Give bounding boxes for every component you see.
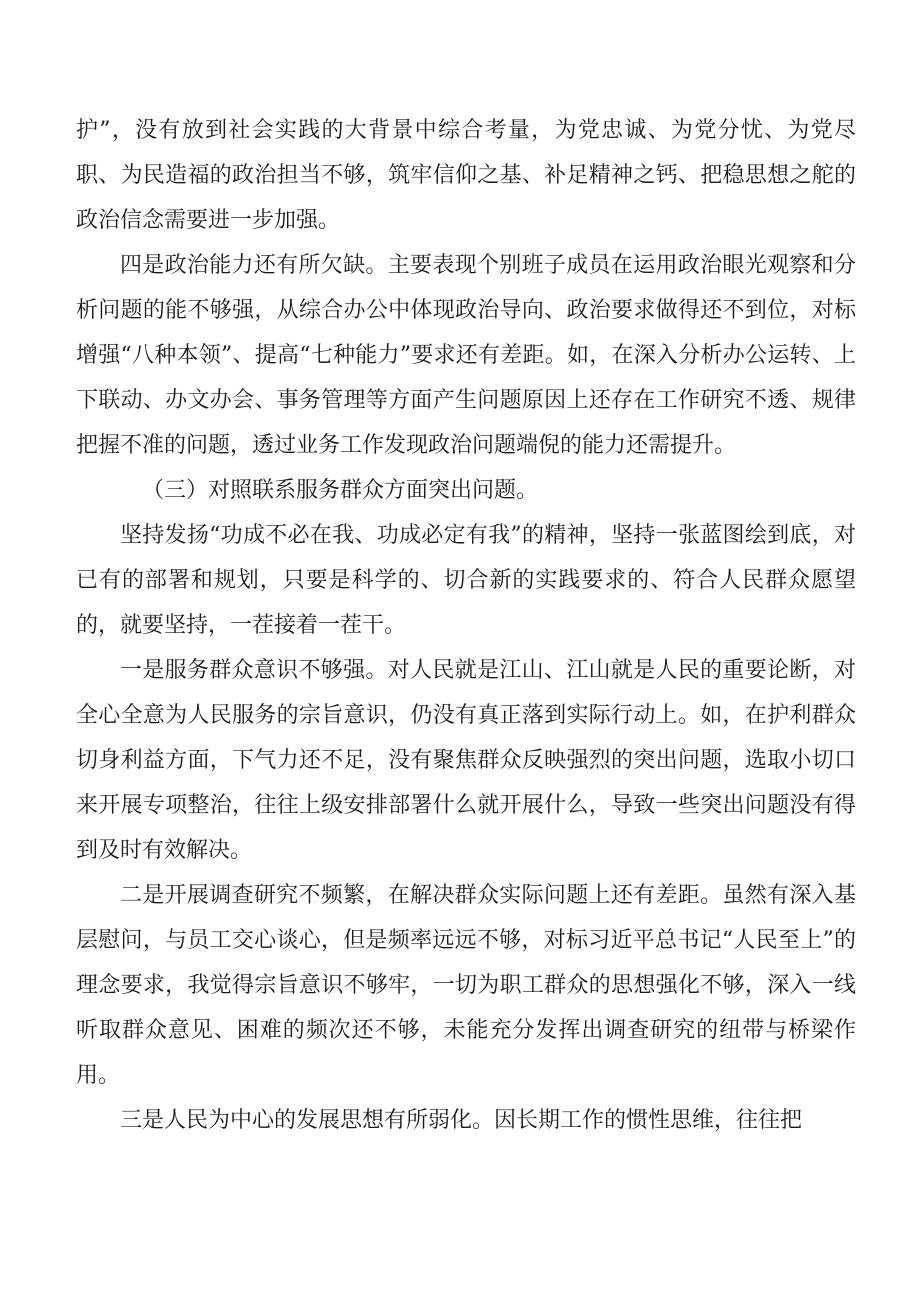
section-heading-serve-masses: （三）对照联系服务群众方面突出问题。 — [142, 478, 539, 503]
paragraph-people-centered: 三是人民为中心的发展思想有所弱化。因长期工作的惯性思维，往往把 — [120, 1108, 803, 1133]
paragraph-service-awareness: 一是服务群众意识不够强。对人民就是江山、江山就是人民的重要论断，对全心全意为人民服务的宗旨意识，仍没有真正落到实际行动上。如，在护利群众切身利益方面，下气力还不足，没有聚焦群众反映强烈的突出问题，选取小切口来开展专项整治，往往上级安排部署什么就开展什么，导致一些突出问题没有得到及时有效解决。 — [76, 658, 856, 863]
document-body — [76, 108, 856, 1143]
paragraph-persist-blueprint: 坚持发扬“功成不必在我、功成必定有我”的精神，坚持一张蓝图绘到底，对已有的部署和规划，只要是科学的、切合新的实践要求的、符合人民群众愿望的，就要坚持，一茬接着一茬干。 — [76, 523, 856, 638]
paragraph-investigation-research: 二是开展调查研究不频繁，在解决群众实际问题上还有差距。虽然有深入基层慰问，与员工交心谈心，但是频率远远不够，对标习近平总书记“人民至上”的理念要求，我觉得宗旨意识不够牢，一切为职工群众的思想强化不够，深入一线听取群众意见、困难的频次还不够，未能充分发挥出调查研究的纽带与桥梁作用。 — [76, 883, 856, 1088]
paragraph-political-ability: 四是政治能力还有所欠缺。主要表现个别班子成员在运用政治眼光观察和分析问题的能不够强，从综合办公中体现政治导向、政治要求做得还不到位，对标增强“八种本领”、提高“七种能力”要求还有差距。如，在深入分析办公运转、上下联动、办文办会、事务管理等方面产生问题原因上还存在工作研究不透、规律把握不准的问题，透过业务工作发现政治问题端倪的能力还需提升。 — [76, 253, 856, 458]
paragraph-continued: 护”，没有放到社会实践的大背景中综合考量，为党忠诚、为党分忧、为党尽职、为民造福的政治担当不够，筑牢信仰之基、补足精神之钙、把稳思想之舵的政治信念需要进一步加强。 — [76, 118, 856, 233]
